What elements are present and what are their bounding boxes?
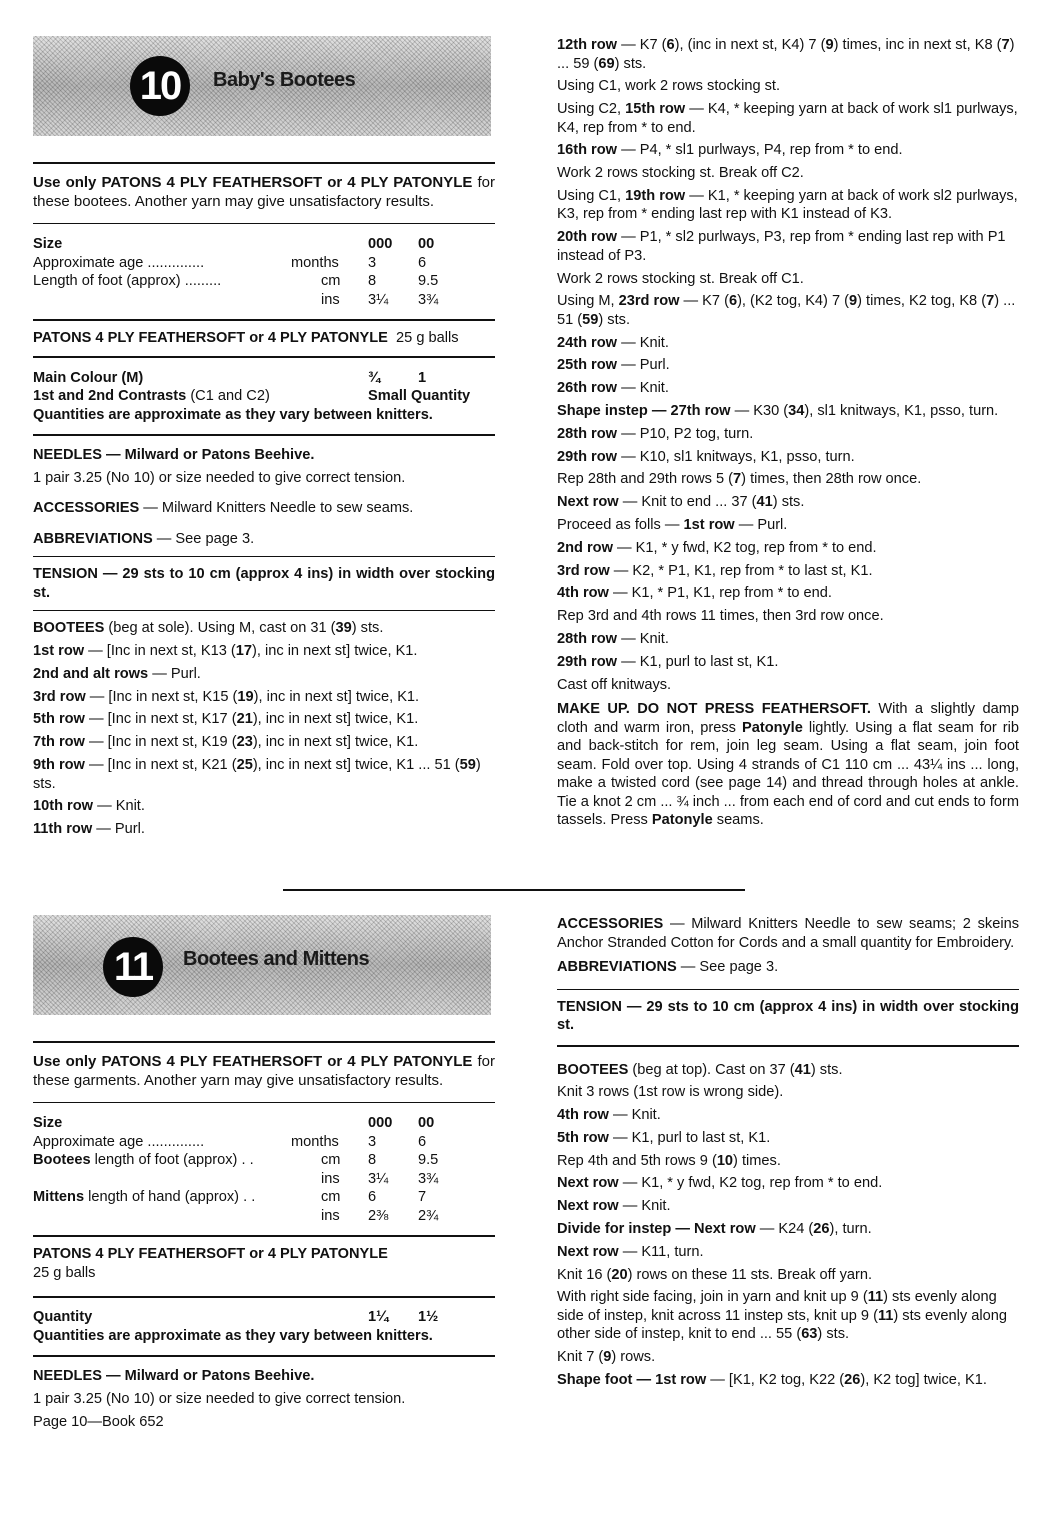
instruction-line: 2nd row — K1, * y fwd, K2 tog, rep from * to end. <box>557 539 877 556</box>
instruction-line: 3rd row — K2, * P1, K1, rep from * to last st, K1. <box>557 562 873 579</box>
divider <box>33 434 495 436</box>
instruction-line: 4th row — K1, * P1, K1, rep from * to end. <box>557 585 832 602</box>
divider <box>33 223 495 224</box>
needles-text: 1 pair 3.25 (No 10) or size needed to give correct tension. <box>33 469 406 486</box>
instruction-line: BOOTEES (beg at top). Cast on 37 (41) sts. <box>557 1061 843 1078</box>
instruction-line: 9th row — [Inc in next st, K21 (25), inc in next st] twice, K1 ... 51 (59) sts. <box>33 757 481 792</box>
instruction-line: Work 2 rows stocking st. Break off C2. <box>557 165 804 182</box>
instruction-line: Next row — Knit to end ... 37 (41) sts. <box>557 494 805 511</box>
needles-heading: NEEDLES — Milward or Patons Beehive. <box>33 447 315 463</box>
yarn-heading: PATONS 4 PLY FEATHERSOFT or 4 PLY PATONYLE 25 g balls <box>33 330 459 346</box>
instruction-line: Rep 4th and 5th rows 9 (10) times. <box>557 1152 781 1169</box>
instruction-line: Knit 3 rows (1st row is wrong side). <box>557 1084 784 1101</box>
instruction-line: Proceed as folls — 1st row — Purl. <box>557 517 788 534</box>
instruction-line: Shape foot — 1st row — [K1, K2 tog, K22 (26), K2 tog] twice, K1. <box>557 1372 987 1389</box>
instruction-line: Shape instep — 27th row — K30 (34), sl1 knitways, K1, psso, turn. <box>557 403 999 420</box>
needles-heading: NEEDLES — Milward or Patons Beehive. <box>33 1368 315 1384</box>
divider <box>33 556 495 557</box>
instruction-line: 20th row — P1, * sl2 purlways, P3, rep from * ending last rep with P1 instead of P3. <box>557 229 1006 264</box>
page-footer: Page 10—Book 652 <box>33 1413 164 1430</box>
instruction-line: 5th row — K1, purl to last st, K1. <box>557 1129 771 1146</box>
instruction-line: Using C2, 15th row — K4, * keeping yarn at back of work sl1 purlways, K4, rep from * to end. <box>557 101 1018 136</box>
instruction-line: Rep 28th and 29th rows 5 (7) times, then 28th row once. <box>557 471 922 488</box>
pattern-number-badge: 10 <box>130 56 190 116</box>
divider <box>33 319 495 321</box>
instruction-line: 4th row — Knit. <box>557 1107 661 1124</box>
yarn-notice: Use only PATONS 4 PLY FEATHERSOFT or 4 PLY PATONYLE for these bootees. Another yarn may give unsatisfactory results. <box>33 174 495 210</box>
section-11-banner <box>33 915 491 1015</box>
instructions-right <box>557 36 1019 694</box>
quantity-table: Main Colour (M) ¾ 1 1st and 2nd Contrasts (C1 and C2) Small Quantity Quantities are approximate as they vary between knitters. <box>33 369 471 423</box>
instruction-line: 16th row — P4, * sl1 purlways, P4, rep from * to end. <box>557 142 903 159</box>
divider <box>33 1235 495 1237</box>
section-10-left <box>33 36 495 843</box>
section-11-left <box>33 915 495 1435</box>
instruction-line: Divide for instep — Next row — K24 (26), turn. <box>557 1221 872 1238</box>
divider <box>33 162 495 164</box>
divider <box>33 1041 495 1043</box>
instruction-line: 26th row — Knit. <box>557 380 669 397</box>
instruction-line: With right side facing, join in yarn and knit up 9 (11) sts evenly along side of instep, knit across 11 instep sts, knit up 9 (11) sts evenly along other side of instep, knit to end ... 55 (63) sts. <box>557 1289 1007 1343</box>
quantity-table: Quantity 1¼ 1½ Quantities are approximate as they vary between knitters. <box>33 1309 439 1344</box>
abbreviations: ABBREVIATIONS — See page 3. <box>33 530 255 547</box>
yarn-heading: PATONS 4 PLY FEATHERSOFT or 4 PLY PATONYLE <box>33 1246 388 1262</box>
accessories: ACCESSORIES — Milward Knitters Needle to sew seams. <box>33 500 414 517</box>
instructions-right <box>557 1061 1019 1390</box>
instruction-line: 1st row — [Inc in next st, K13 (17), inc in next st] twice, K1. <box>33 643 418 660</box>
divider <box>33 1102 495 1103</box>
instruction-line: 12th row — K7 (6), (inc in next st, K4) 7 (9) times, inc in next st, K8 (7) ... 59 (69) sts. <box>557 37 1015 72</box>
instruction-line: 10th row — Knit. <box>33 798 145 815</box>
instruction-line: MAKE UP. DO NOT PRESS FEATHERSOFT. With a slightly damp cloth and warm iron, press Patonyle lightly. Using a flat seam for rib and back-stitch for rem, join leg seam. Using a flat seam, join foot seam. Fold over top. Using 4 strands of C1 110 cm ... 43¼ ins ... long, make a twisted cord (see page 14) and thread through holes at ankle. Tie a knot 2 cm ... ¾ inch ... from each end of cord and cut ends to form tassels. Press Patonyle seams. <box>557 701 1019 829</box>
instruction-line: Next row — K1, * y fwd, K2 tog, rep from * to end. <box>557 1175 883 1192</box>
instruction-line: Next row — K11, turn. <box>557 1243 704 1260</box>
divider <box>33 1355 495 1357</box>
instruction-line: 24th row — Knit. <box>557 334 669 351</box>
yarn-notice: Use only PATONS 4 PLY FEATHERSOFT or 4 PLY PATONYLE for these garments. Another yarn may give unsatisfactory results. <box>33 1053 495 1089</box>
instruction-line: 29th row — K1, purl to last st, K1. <box>557 653 779 670</box>
instruction-line: 2nd and alt rows — Purl. <box>33 665 201 682</box>
divider <box>557 989 1019 990</box>
instruction-line: Work 2 rows stocking st. Break off C1. <box>557 270 804 287</box>
instruction-line: BOOTEES (beg at sole). Using M, cast on 31 (39) sts. <box>33 620 384 637</box>
instruction-line: Cast off knitways. <box>557 676 672 693</box>
instruction-line: 5th row — [Inc in next st, K17 (21), inc in next st] twice, K1. <box>33 711 419 728</box>
instruction-line: 28th row — P10, P2 tog, turn. <box>557 425 754 442</box>
pattern-number-badge: 11 <box>103 937 163 997</box>
instruction-line: 3rd row — [Inc in next st, K15 (19), inc in next st] twice, K1. <box>33 688 420 705</box>
section-divider <box>283 889 745 891</box>
instruction-line: 7th row — [Inc in next st, K19 (23), inc in next st] twice, K1. <box>33 734 419 751</box>
divider <box>33 1296 495 1298</box>
instruction-line: Using M, 23rd row — K7 (6), (K2 tog, K4) 7 (9) times, K2 tog, K8 (7) ... 51 (59) sts. <box>557 293 1016 328</box>
pattern-title: Bootees and Mittens <box>183 948 370 970</box>
divider <box>557 1045 1019 1047</box>
size-table: Size 000 00 Approximate age .............. months 3 6 Length of foot (approx) ......... cm 8 9.5 ins 3¼ 3¾ <box>33 236 439 308</box>
abbreviations: ABBREVIATIONS — See page 3. <box>557 959 779 975</box>
instruction-line: Rep 3rd and 4th rows 11 times, then 3rd row once. <box>557 608 884 625</box>
needles-text: 1 pair 3.25 (No 10) or size needed to give correct tension. <box>33 1390 406 1407</box>
instruction-line: 25th row — Purl. <box>557 357 670 374</box>
instruction-line: 29th row — K10, sl1 knitways, K1, psso, turn. <box>557 448 855 465</box>
section-10-banner <box>33 36 491 136</box>
instruction-line: 11th row — Purl. <box>33 821 145 838</box>
instruction-line: Using C1, work 2 rows stocking st. <box>557 78 781 95</box>
divider <box>33 356 495 358</box>
instructions-left <box>33 619 495 838</box>
section-11-right <box>557 915 1019 1394</box>
yarn-unit: 25 g balls <box>33 1264 96 1281</box>
instruction-line: Next row — Knit. <box>557 1198 671 1215</box>
instruction-line: 28th row — Knit. <box>557 631 669 648</box>
pattern-title: Baby's Bootees <box>213 69 356 91</box>
size-table: Size 000 00 Approximate age .............. months 3 6 Bootees length of foot (approx) . . cm 8 9.5 ins 3¼ 3¾ Mittens length of hand (approx) . . cm 6 7 ins 2⅜ 2¾ <box>33 1115 439 1224</box>
tension: TENSION — 29 sts to 10 cm (approx 4 ins) in width over stocking st. <box>557 998 1019 1033</box>
tension: TENSION — 29 sts to 10 cm (approx 4 ins) in width over stocking st. <box>33 566 495 601</box>
make-up <box>557 700 1019 830</box>
instruction-line: Knit 7 (9) rows. <box>557 1349 656 1366</box>
accessories: ACCESSORIES — Milward Knitters Needle to sew seams; 2 skeins Anchor Stranded Cotton for Cords and a small quantity for Embroidery. <box>557 916 1019 951</box>
instruction-line: Knit 16 (20) rows on these 11 sts. Break off yarn. <box>557 1266 873 1283</box>
instruction-line: Using C1, 19th row — K1, * keeping yarn at back of work sl2 purlways, K3, rep from * ending last rep with K1 instead of K3. <box>557 187 1018 223</box>
divider <box>33 610 495 611</box>
section-10-right <box>557 36 1019 834</box>
